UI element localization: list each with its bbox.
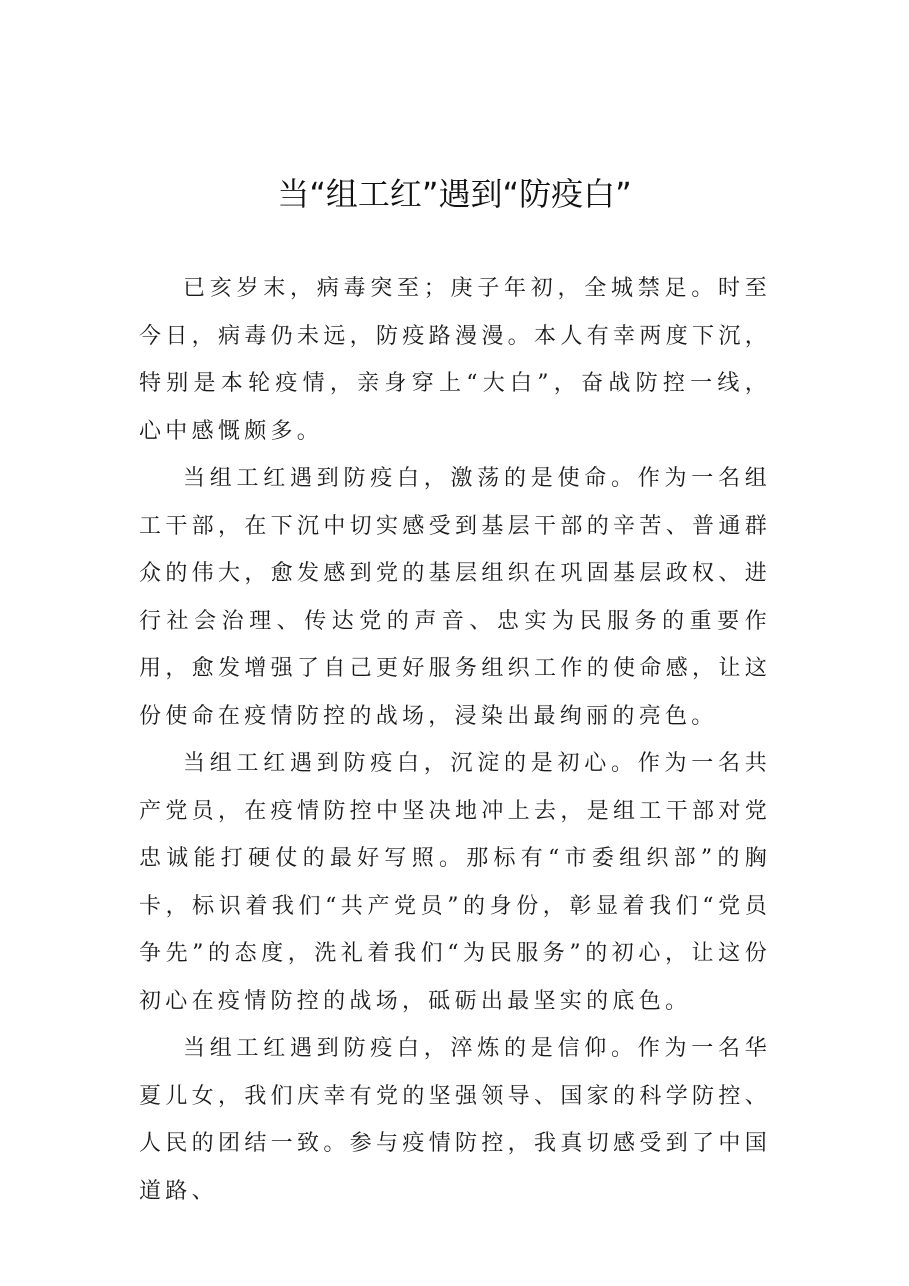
paragraph-2: 当组工红遇到防疫白，激荡的是使命。作为一名组工干部，在下沉中切实感受到基层干部的辛苦、普通群众的伟大，愈发感到党的基层组织在巩固基层政权、进行社会治理、传达党的声音、忠实为民服务的重要作用，愈发增强了自己更好服务组织工作的使命感，让这份使命在疫情防控的战场，浸染出最绚丽的亮色。	[139, 466, 771, 729]
document-title: 当“组工红”遇到“防疫白”	[277, 175, 632, 213]
paragraph-1: 已亥岁末，病毒突至；庚子年初，全城禁足。时至今日，病毒仍未远，防疫路漫漫。本人有幸两度下沉，特别是本轮疫情，亲身穿上“大白”，奋战防控一线，心中感慨颇多。	[139, 276, 771, 444]
document-body	[139, 265, 771, 1215]
paragraph-3: 当组工红遇到防疫白，沉淀的是初心。作为一名共产党员，在疫情防控中坚决地冲上去，是组工干部对党忠诚能打硬仗的最好写照。那标有“市委组织部”的胸卡，标识着我们“共产党员”的身份，彰显着我们“党员争先”的态度，洗礼着我们“为民服务”的初心，让这份初心在疫情防控的战场，砥砺出最坚实的底色。	[139, 751, 771, 1014]
paragraph-4: 当组工红遇到防疫白，淬炼的是信仰。作为一名华夏儿女，我们庆幸有党的坚强领导、国家的科学防控、人民的团结一致。参与疫情防控，我真切感受到了中国道路、	[139, 1036, 771, 1204]
